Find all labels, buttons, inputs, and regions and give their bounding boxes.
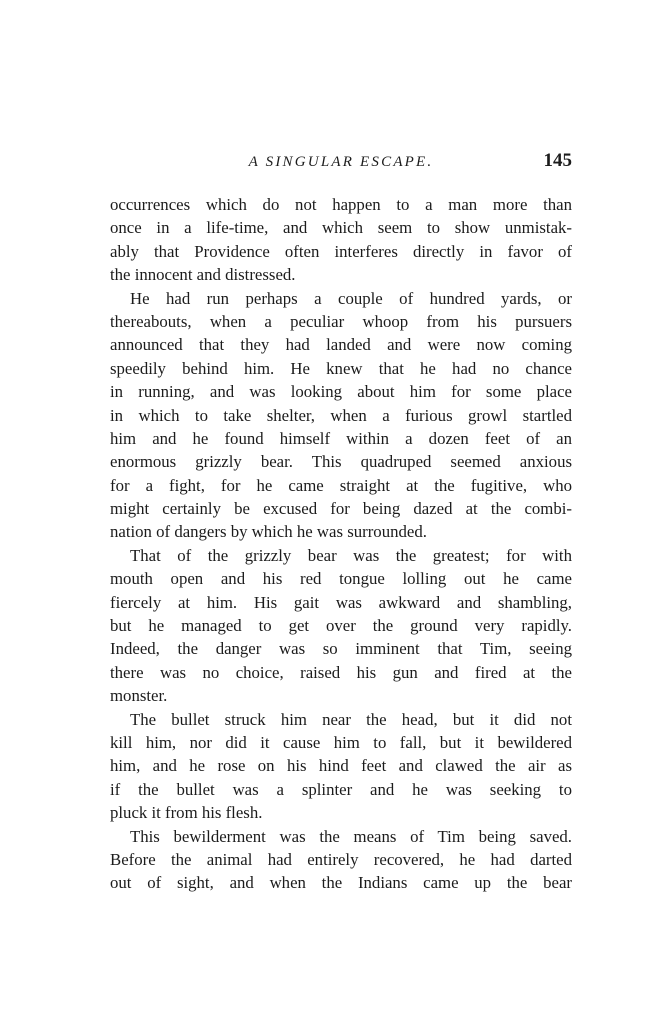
text-line: mouth open and his red tongue lolling out he came (110, 569, 572, 589)
text-line: there was no choice, raised his gun and fired at the (110, 662, 572, 682)
text-line: nation of dangers by which he was surrounded. (110, 522, 427, 542)
page-number: 145 (543, 150, 572, 171)
text-line: He had run perhaps a couple of hundred yards, or (130, 288, 572, 308)
running-head (110, 150, 572, 178)
text-line: out of sight, and when the Indians came up the bear (110, 873, 572, 893)
text-line: in which to take shelter, when a furious growl startled (110, 405, 572, 425)
text-line: Before the animal had entirely recovered, he had darted (110, 849, 572, 869)
text-line: enormous grizzly bear. This quadruped seemed anxious (110, 452, 572, 472)
text-line: The bullet struck him near the head, but it did not (130, 709, 572, 729)
text-line: monster. (110, 686, 168, 706)
text-line: but he managed to get over the ground very rapidly. (110, 616, 572, 636)
text-line: for a fight, for he came straight at the fugitive, who (110, 475, 572, 495)
text-line: the innocent and distressed. (110, 265, 296, 285)
text-line: This bewilderment was the means of Tim being saved. (130, 826, 572, 846)
text-line: him and he found himself within a dozen feet of an (110, 428, 572, 448)
text-line: pluck it from his flesh. (110, 803, 263, 823)
running-title: A SINGULAR ESCAPE. (248, 154, 434, 170)
text-line: speedily behind him. He knew that he had no chance (110, 358, 572, 378)
text-line: might certainly be excused for being dazed at the combi- (110, 499, 572, 519)
text-line: fiercely at him. His gait was awkward and shambling, (110, 592, 572, 612)
text-line: announced that they had landed and were now coming (110, 335, 572, 355)
text-line: once in a life-time, and which seem to show unmistak- (110, 218, 572, 238)
text-line: thereabouts, when a peculiar whoop from his pursuers (110, 311, 572, 331)
text-line: ably that Providence often interferes directly in favor of (110, 241, 572, 261)
text-line: That of the grizzly bear was the greatest; for with (130, 545, 572, 565)
text-line: Indeed, the danger was so imminent that Tim, seeing (110, 639, 572, 659)
text-line: in running, and was looking about him for some place (110, 382, 572, 402)
text-line: kill him, nor did it cause him to fall, but it bewildered (110, 732, 572, 752)
text-line: occurrences which do not happen to a man more than (110, 195, 572, 214)
text-line: if the bullet was a splinter and he was seeking to (110, 779, 572, 799)
text-line: him, and he rose on his hind feet and clawed the air as (110, 756, 572, 776)
body-text (110, 193, 572, 895)
